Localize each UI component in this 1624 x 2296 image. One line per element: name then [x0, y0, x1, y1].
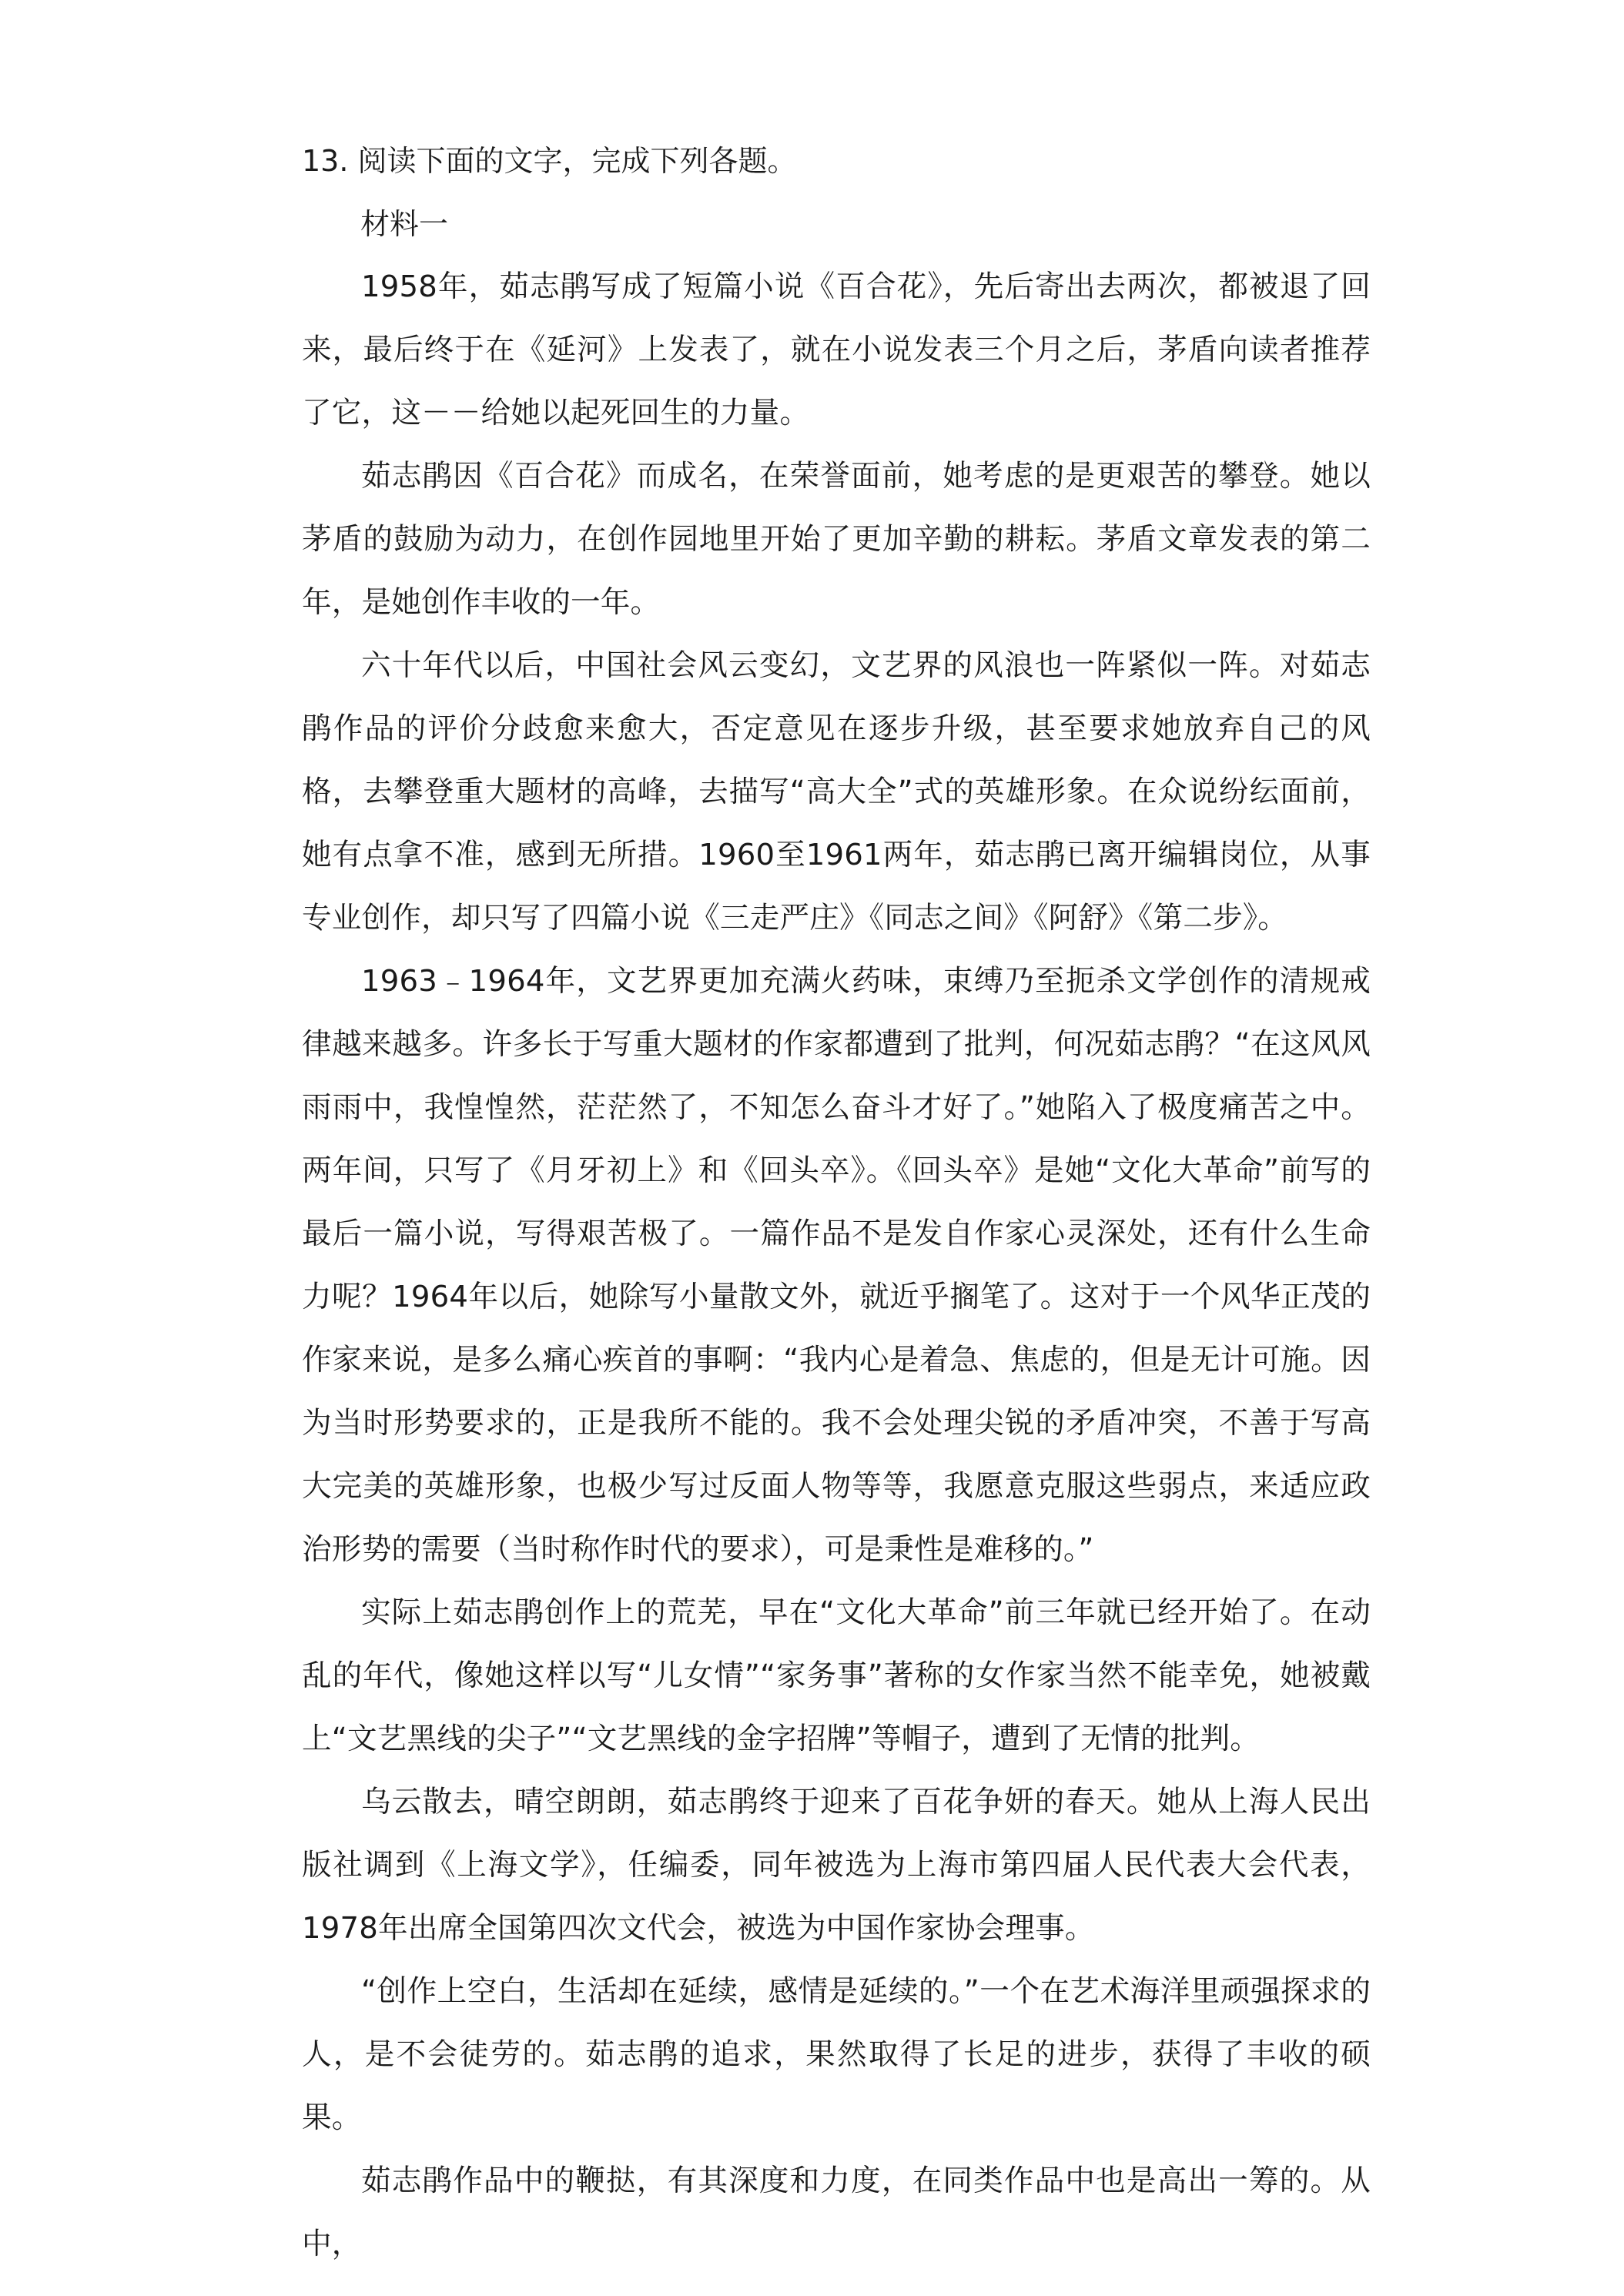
paragraph-8: 茹志鹃作品中的鞭挞，有其深度和力度，在同类作品中也是高出一筹的。从中， — [302, 2164, 1371, 2261]
paragraph-3: 六十年代以后，中国社会风云变幻，文艺界的风浪也一阵紧似一阵。对茹志鹃作品的评价分歧愈来愈大，否定意见在逐步升级，甚至要求她放弃自己的风格，去攀登重大题材的高峰，去描写“高大全”式的英雄形象。在众说纷纭面前，她有点拿不准，感到无所措。1960至1961两年，茹志鹃已离开编辑岗位，从事专业创作，却只写了四篇小说《三走严庄》《同志之间》《阿舒》《第二步》。 — [302, 648, 1371, 935]
paragraph-6: 乌云散去，晴空朗朗，茹志鹃终于迎来了百花争妍的春天。她从上海人民出版社调到《上海文学》，任编委，同年被选为上海市第四届人民代表大会代表，1978年出席全国第四次文代会，被选为中国作家协会理事。 — [302, 1785, 1371, 1946]
paragraph-5: 实际上茹志鹃创作上的荒芜，早在“文化大革命”前三年就已经开始了。在动乱的年代，像她这样以写“儿女情”“家务事”著称的女作家当然不能幸免，她被戴上“文艺黑线的尖子”“文艺黑线的金字招牌”等帽子，遭到了无情的批判。 — [302, 1595, 1371, 1756]
paragraph-2: 茹志鹃因《百合花》而成名，在荣誉面前，她考虑的是更艰苦的攀登。她以茅盾的鼓励为动力，在创作园地里开始了更加辛勤的耕耘。茅盾文章发表的第二年，是她创作丰收的一年。 — [302, 459, 1371, 620]
paragraph-1: 1958年，茹志鹃写成了短篇小说《百合花》，先后寄出去两次，都被退了回来，最后终于在《延河》上发表了，就在小说发表三个月之后，茅盾向读者推荐了它，这－－给她以起死回生的力量。 — [302, 269, 1371, 430]
paragraph-4: 1963﹣1964年，文艺界更加充满火药味，束缚乃至扼杀文学创作的清规戒律越来越多。许多长于写重大题材的作家都遭到了批判，何况茹志鹃？“在这风风雨雨中，我惶惶然，茫茫然了，不知怎么奋斗才好了。”她陷入了极度痛苦之中。两年间，只写了《月牙初上》和《回头卒》。《回头卒》是她“文化大革命”前写的最后一篇小说，写得艰苦极了。一篇作品不是发自作家心灵深处，还有什么生命力呢？1964年以后，她除写小量散文外，就近乎搁笔了。这对于一个风华正茂的作家来说，是多么痛心疾首的事啊：“我内心是着急、焦虑的，但是无计可施。因为当时形势要求的，正是我所不能的。我不会处理尖锐的矛盾冲突，不善于写高大完美的英雄形象，也极少写过反面人物等等，我愿意克服这些弱点，来适应政治形势的需要（当时称作时代的要求），可是秉性是难移的。” — [302, 964, 1371, 1567]
document-body — [302, 129, 1371, 2276]
question-title: 13. 阅读下面的文字，完成下列各题。 — [302, 144, 797, 178]
material-label: 材料一 — [360, 207, 449, 241]
paragraph-7: “创作上空白，生活却在延续，感情是延续的。”一个在艺术海洋里顽强探求的人，是不会徒劳的。茹志鹃的追求，果然取得了长足的进步，获得了丰收的硕果。 — [302, 1974, 1371, 2135]
